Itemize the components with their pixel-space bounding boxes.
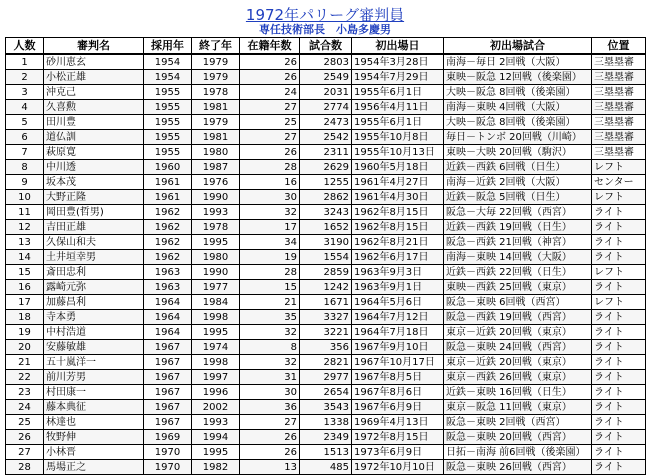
- games-count-cell: 1255: [300, 175, 352, 190]
- ended-year-cell: 1998: [192, 310, 240, 325]
- hired-year-cell: 1955: [144, 115, 192, 130]
- debut-date-cell: 1963年9月1日: [352, 280, 444, 295]
- row-number-cell: 4: [6, 100, 44, 115]
- games-count-cell: 1671: [300, 295, 352, 310]
- tenure-years-cell: 28: [240, 265, 300, 280]
- umpire-name-cell: 安藤敏雄: [44, 340, 144, 355]
- position-cell: センター: [592, 175, 646, 190]
- debut-date-cell: 1955年10月13日: [352, 145, 444, 160]
- debut-game-cell: 近鉄－東映 16回戦（日生）: [444, 385, 592, 400]
- table-row: [6, 54, 646, 70]
- debut-game-cell: 東京－近鉄 20回戦（東京）: [444, 325, 592, 340]
- debut-date-cell: 1967年10月17日: [352, 355, 444, 370]
- table-row: [6, 295, 646, 310]
- umpire-name-cell: 岡田豊(哲男): [44, 205, 144, 220]
- hired-year-cell: 1962: [144, 250, 192, 265]
- row-number-cell: 26: [6, 430, 44, 445]
- umpire-name-cell: 久喜勲: [44, 100, 144, 115]
- hired-year-cell: 1964: [144, 310, 192, 325]
- row-number-cell: 7: [6, 145, 44, 160]
- debut-date-cell: 1973年6月9日: [352, 445, 444, 460]
- umpire-name-cell: 道仏訓: [44, 130, 144, 145]
- position-cell: ライト: [592, 250, 646, 265]
- position-cell: レフト: [592, 160, 646, 175]
- ended-year-cell: 1997: [192, 370, 240, 385]
- position-cell: 三塁塁審: [592, 54, 646, 70]
- games-count-cell: 3190: [300, 235, 352, 250]
- hired-year-cell: 1970: [144, 460, 192, 475]
- table-row: [6, 115, 646, 130]
- ended-year-cell: 1977: [192, 280, 240, 295]
- hired-year-cell: 1962: [144, 235, 192, 250]
- row-number-cell: 14: [6, 250, 44, 265]
- table-row: [6, 235, 646, 250]
- umpire-name-cell: 大野正隆: [44, 190, 144, 205]
- table-row: [6, 85, 646, 100]
- tenure-years-cell: 32: [240, 205, 300, 220]
- umpire-name-cell: 坂本茂: [44, 175, 144, 190]
- hired-year-cell: 1967: [144, 370, 192, 385]
- position-cell: ライト: [592, 370, 646, 385]
- debut-date-cell: 1964年7月18日: [352, 325, 444, 340]
- debut-date-cell: 1967年9月10日: [352, 340, 444, 355]
- debut-game-cell: 阪急－東映 20回戦（西宮）: [444, 430, 592, 445]
- row-number-cell: 20: [6, 340, 44, 355]
- hired-year-cell: 1961: [144, 175, 192, 190]
- tenure-years-cell: 13: [240, 460, 300, 475]
- debut-date-cell: 1967年8月5日: [352, 370, 444, 385]
- hired-year-cell: 1955: [144, 145, 192, 160]
- position-cell: ライト: [592, 340, 646, 355]
- games-count-cell: 2654: [300, 385, 352, 400]
- games-count-cell: 356: [300, 340, 352, 355]
- position-cell: ライト: [592, 430, 646, 445]
- umpire-name-cell: 萩原寛: [44, 145, 144, 160]
- ended-year-cell: 1993: [192, 205, 240, 220]
- umpire-name-cell: 沖克己: [44, 85, 144, 100]
- row-number-cell: 10: [6, 190, 44, 205]
- umpire-name-cell: 吉田正雄: [44, 220, 144, 235]
- debut-date-cell: 1955年10月8日: [352, 130, 444, 145]
- column-header: 採用年: [144, 38, 192, 55]
- ended-year-cell: 1990: [192, 265, 240, 280]
- position-cell: ライト: [592, 355, 646, 370]
- hired-year-cell: 1955: [144, 85, 192, 100]
- umpire-table: [5, 37, 646, 475]
- table-row: [6, 445, 646, 460]
- row-number-cell: 19: [6, 325, 44, 340]
- row-number-cell: 28: [6, 460, 44, 475]
- debut-date-cell: 1962年8月15日: [352, 220, 444, 235]
- umpire-name-cell: 田川豊: [44, 115, 144, 130]
- table-row: [6, 415, 646, 430]
- position-cell: 三塁塁審: [592, 70, 646, 85]
- debut-game-cell: 近鉄－阪急 5回戦（日生）: [444, 190, 592, 205]
- games-count-cell: 2473: [300, 115, 352, 130]
- debut-game-cell: 東映－大映 20回戦（駒沢）: [444, 145, 592, 160]
- tenure-years-cell: 27: [240, 415, 300, 430]
- ended-year-cell: 1981: [192, 130, 240, 145]
- debut-game-cell: 大映－阪急 8回戦（後楽園）: [444, 85, 592, 100]
- hired-year-cell: 1964: [144, 295, 192, 310]
- tenure-years-cell: 19: [240, 250, 300, 265]
- position-cell: ライト: [592, 400, 646, 415]
- table-row: [6, 310, 646, 325]
- games-count-cell: 1242: [300, 280, 352, 295]
- ended-year-cell: 1976: [192, 175, 240, 190]
- position-cell: ライト: [592, 460, 646, 475]
- table-row: [6, 175, 646, 190]
- debut-game-cell: 阪急－東映 6回戦（西宮）: [444, 295, 592, 310]
- debut-date-cell: 1972年10月10日: [352, 460, 444, 475]
- ended-year-cell: 1980: [192, 145, 240, 160]
- hired-year-cell: 1967: [144, 385, 192, 400]
- games-count-cell: 2031: [300, 85, 352, 100]
- table-row: [6, 160, 646, 175]
- table-row: [6, 190, 646, 205]
- position-cell: ライト: [592, 385, 646, 400]
- table-row: [6, 325, 646, 340]
- debut-date-cell: 1961年4月27日: [352, 175, 444, 190]
- games-count-cell: 2349: [300, 430, 352, 445]
- games-count-cell: 2859: [300, 265, 352, 280]
- debut-game-cell: 東映－阪急 12回戦（後楽園）: [444, 70, 592, 85]
- position-cell: レフト: [592, 295, 646, 310]
- debut-game-cell: 東京－近鉄 20回戦（東京）: [444, 355, 592, 370]
- umpire-name-cell: 中川透: [44, 160, 144, 175]
- hired-year-cell: 1967: [144, 400, 192, 415]
- umpire-name-cell: 斎田忠利: [44, 265, 144, 280]
- column-header: 初出場日: [352, 38, 444, 55]
- hired-year-cell: 1960: [144, 160, 192, 175]
- tenure-years-cell: 15: [240, 280, 300, 295]
- row-number-cell: 11: [6, 205, 44, 220]
- debut-date-cell: 1969年4月13日: [352, 415, 444, 430]
- debut-game-cell: 近鉄－西鉄 19回戦（日生）: [444, 220, 592, 235]
- tenure-years-cell: 36: [240, 400, 300, 415]
- page-subtitle: 専任技術部長 小島多慶男: [259, 23, 391, 36]
- row-number-cell: 9: [6, 175, 44, 190]
- position-cell: 三塁塁審: [592, 85, 646, 100]
- position-cell: 三塁塁審: [592, 130, 646, 145]
- ended-year-cell: 1996: [192, 385, 240, 400]
- column-header: 審判名: [44, 38, 144, 55]
- position-cell: ライト: [592, 445, 646, 460]
- ended-year-cell: 1984: [192, 295, 240, 310]
- position-cell: レフト: [592, 190, 646, 205]
- position-cell: ライト: [592, 415, 646, 430]
- games-count-cell: 2977: [300, 370, 352, 385]
- debut-game-cell: 南海－近鉄 2回戦（大阪）: [444, 175, 592, 190]
- umpire-name-cell: 加藤昌利: [44, 295, 144, 310]
- hired-year-cell: 1961: [144, 190, 192, 205]
- hired-year-cell: 1963: [144, 280, 192, 295]
- games-count-cell: 3327: [300, 310, 352, 325]
- position-cell: ライト: [592, 235, 646, 250]
- column-header: 終了年: [192, 38, 240, 55]
- debut-date-cell: 1954年3月28日: [352, 54, 444, 70]
- games-count-cell: 3243: [300, 205, 352, 220]
- hired-year-cell: 1970: [144, 445, 192, 460]
- debut-game-cell: 日拓－南海 前6回戦（後楽園）: [444, 445, 592, 460]
- table-row: [6, 370, 646, 385]
- row-number-cell: 15: [6, 265, 44, 280]
- debut-game-cell: 阪急－西鉄 19回戦（西宮）: [444, 310, 592, 325]
- tenure-years-cell: 30: [240, 190, 300, 205]
- row-number-cell: 12: [6, 220, 44, 235]
- tenure-years-cell: 32: [240, 355, 300, 370]
- hired-year-cell: 1955: [144, 130, 192, 145]
- debut-game-cell: 南海－毎日 2回戦（大阪）: [444, 54, 592, 70]
- games-count-cell: 3221: [300, 325, 352, 340]
- tenure-years-cell: 32: [240, 325, 300, 340]
- debut-game-cell: 阪急－大毎 22回戦（西宮）: [444, 205, 592, 220]
- debut-date-cell: 1967年6月9日: [352, 400, 444, 415]
- position-cell: 三塁塁審: [592, 115, 646, 130]
- umpire-name-cell: 馬場正之: [44, 460, 144, 475]
- row-number-cell: 23: [6, 385, 44, 400]
- ended-year-cell: 1995: [192, 445, 240, 460]
- column-header: 試合数: [300, 38, 352, 55]
- umpire-name-cell: 小林晋: [44, 445, 144, 460]
- tenure-years-cell: 26: [240, 445, 300, 460]
- debut-game-cell: 毎日－トンボ 20回戦（川崎）: [444, 130, 592, 145]
- ended-year-cell: 1998: [192, 355, 240, 370]
- umpire-name-cell: 寺本勇: [44, 310, 144, 325]
- ended-year-cell: 2002: [192, 400, 240, 415]
- ended-year-cell: 1979: [192, 70, 240, 85]
- row-number-cell: 25: [6, 415, 44, 430]
- hired-year-cell: 1967: [144, 415, 192, 430]
- table-row: [6, 70, 646, 85]
- games-count-cell: 485: [300, 460, 352, 475]
- ended-year-cell: 1974: [192, 340, 240, 355]
- table-row: [6, 460, 646, 475]
- tenure-years-cell: 24: [240, 85, 300, 100]
- table-row: [6, 205, 646, 220]
- umpire-name-cell: 小松正雄: [44, 70, 144, 85]
- games-count-cell: 1338: [300, 415, 352, 430]
- debut-game-cell: 南海－東映 14回戦（大阪）: [444, 250, 592, 265]
- games-count-cell: 3543: [300, 400, 352, 415]
- row-number-cell: 21: [6, 355, 44, 370]
- ended-year-cell: 1994: [192, 430, 240, 445]
- hired-year-cell: 1969: [144, 430, 192, 445]
- column-header: 人数: [6, 38, 44, 55]
- column-header: 在籍年数: [240, 38, 300, 55]
- ended-year-cell: 1979: [192, 115, 240, 130]
- hired-year-cell: 1955: [144, 100, 192, 115]
- umpire-name-cell: 牧野伸: [44, 430, 144, 445]
- ended-year-cell: 1995: [192, 325, 240, 340]
- debut-date-cell: 1960年5月18日: [352, 160, 444, 175]
- table-row: [6, 220, 646, 235]
- table-row: [6, 145, 646, 160]
- ended-year-cell: 1982: [192, 460, 240, 475]
- debut-date-cell: 1955年6月1日: [352, 85, 444, 100]
- tenure-years-cell: 26: [240, 54, 300, 70]
- row-number-cell: 27: [6, 445, 44, 460]
- debut-date-cell: 1963年9月3日: [352, 265, 444, 280]
- ended-year-cell: 1978: [192, 85, 240, 100]
- row-number-cell: 5: [6, 115, 44, 130]
- ended-year-cell: 1990: [192, 190, 240, 205]
- tenure-years-cell: 26: [240, 430, 300, 445]
- games-count-cell: 2549: [300, 70, 352, 85]
- row-number-cell: 18: [6, 310, 44, 325]
- row-number-cell: 8: [6, 160, 44, 175]
- row-number-cell: 6: [6, 130, 44, 145]
- table-header-row: [6, 38, 646, 55]
- tenure-years-cell: 21: [240, 295, 300, 310]
- ended-year-cell: 1978: [192, 220, 240, 235]
- column-header: 初出場試合: [444, 38, 592, 55]
- table-row: [6, 250, 646, 265]
- row-number-cell: 24: [6, 400, 44, 415]
- debut-game-cell: 東映－西鉄 25回戦（東京）: [444, 280, 592, 295]
- tenure-years-cell: 35: [240, 310, 300, 325]
- tenure-years-cell: 30: [240, 385, 300, 400]
- games-count-cell: 2821: [300, 355, 352, 370]
- debut-game-cell: 阪急－東映 26回戦（西宮）: [444, 460, 592, 475]
- table-row: [6, 100, 646, 115]
- table-row: [6, 355, 646, 370]
- row-number-cell: 2: [6, 70, 44, 85]
- umpire-name-cell: 前川芳男: [44, 370, 144, 385]
- hired-year-cell: 1962: [144, 220, 192, 235]
- debut-date-cell: 1954年7月29日: [352, 70, 444, 85]
- hired-year-cell: 1954: [144, 70, 192, 85]
- umpire-name-cell: 砂川恵玄: [44, 54, 144, 70]
- hired-year-cell: 1967: [144, 340, 192, 355]
- debut-date-cell: 1972年8月15日: [352, 430, 444, 445]
- row-number-cell: 22: [6, 370, 44, 385]
- umpire-name-cell: 土井垣幸男: [44, 250, 144, 265]
- table-row: [6, 400, 646, 415]
- debut-game-cell: 阪急－東映 24回戦（西宮）: [444, 340, 592, 355]
- debut-date-cell: 1956年4月11日: [352, 100, 444, 115]
- debut-game-cell: 近鉄－西鉄 22回戦（日生）: [444, 265, 592, 280]
- ended-year-cell: 1987: [192, 160, 240, 175]
- debut-date-cell: 1961年4月30日: [352, 190, 444, 205]
- hired-year-cell: 1954: [144, 54, 192, 70]
- debut-game-cell: 阪急－東映 2回戦（西宮）: [444, 415, 592, 430]
- debut-game-cell: 南海－東映 4回戦（大阪）: [444, 100, 592, 115]
- hired-year-cell: 1967: [144, 355, 192, 370]
- page-title: 1972年パリーグ審判員: [245, 6, 405, 24]
- games-count-cell: 1652: [300, 220, 352, 235]
- row-number-cell: 17: [6, 295, 44, 310]
- position-cell: ライト: [592, 220, 646, 235]
- table-row: [6, 385, 646, 400]
- position-cell: レフト: [592, 265, 646, 280]
- debut-game-cell: 東京－阪急 11回戦（東京）: [444, 400, 592, 415]
- tenure-years-cell: 8: [240, 340, 300, 355]
- tenure-years-cell: 31: [240, 370, 300, 385]
- tenure-years-cell: 25: [240, 115, 300, 130]
- ended-year-cell: 1993: [192, 415, 240, 430]
- umpire-name-cell: 藤本典征: [44, 400, 144, 415]
- tenure-years-cell: 26: [240, 145, 300, 160]
- debut-game-cell: 東京－西鉄 26回戦（東京）: [444, 370, 592, 385]
- row-number-cell: 1: [6, 54, 44, 70]
- debut-game-cell: 阪急－西鉄 21回戦（神宮）: [444, 235, 592, 250]
- games-count-cell: 2803: [300, 54, 352, 70]
- hired-year-cell: 1964: [144, 325, 192, 340]
- tenure-years-cell: 26: [240, 70, 300, 85]
- position-cell: ライト: [592, 280, 646, 295]
- games-count-cell: 2542: [300, 130, 352, 145]
- ended-year-cell: 1981: [192, 100, 240, 115]
- table-row: [6, 130, 646, 145]
- table-row: [6, 280, 646, 295]
- hired-year-cell: 1962: [144, 205, 192, 220]
- table-body: [6, 54, 646, 475]
- position-cell: 三塁塁審: [592, 100, 646, 115]
- umpire-name-cell: 中村浩道: [44, 325, 144, 340]
- umpire-name-cell: 五十嵐洋一: [44, 355, 144, 370]
- position-cell: ライト: [592, 325, 646, 340]
- umpire-name-cell: 露崎元弥: [44, 280, 144, 295]
- umpire-name-cell: 久保山和夫: [44, 235, 144, 250]
- row-number-cell: 3: [6, 85, 44, 100]
- row-number-cell: 13: [6, 235, 44, 250]
- ended-year-cell: 1980: [192, 250, 240, 265]
- debut-date-cell: 1964年7月12日: [352, 310, 444, 325]
- table-row: [6, 265, 646, 280]
- debut-date-cell: 1962年8月15日: [352, 205, 444, 220]
- tenure-years-cell: 17: [240, 220, 300, 235]
- games-count-cell: 2774: [300, 100, 352, 115]
- table-row: [6, 340, 646, 355]
- row-number-cell: 16: [6, 280, 44, 295]
- position-cell: ライト: [592, 310, 646, 325]
- tenure-years-cell: 28: [240, 160, 300, 175]
- debut-date-cell: 1955年6月1日: [352, 115, 444, 130]
- tenure-years-cell: 27: [240, 100, 300, 115]
- games-count-cell: 2862: [300, 190, 352, 205]
- games-count-cell: 2311: [300, 145, 352, 160]
- games-count-cell: 1513: [300, 445, 352, 460]
- tenure-years-cell: 16: [240, 175, 300, 190]
- tenure-years-cell: 34: [240, 235, 300, 250]
- position-cell: 三塁塁審: [592, 145, 646, 160]
- position-cell: ライト: [592, 205, 646, 220]
- umpire-name-cell: 村田康一: [44, 385, 144, 400]
- debut-date-cell: 1964年5月6日: [352, 295, 444, 310]
- debut-date-cell: 1967年8月6日: [352, 385, 444, 400]
- tenure-years-cell: 27: [240, 130, 300, 145]
- column-header: 位置: [592, 38, 646, 55]
- hired-year-cell: 1963: [144, 265, 192, 280]
- table-row: [6, 430, 646, 445]
- umpire-name-cell: 林達也: [44, 415, 144, 430]
- debut-game-cell: 大映－阪急 8回戦（後楽園）: [444, 115, 592, 130]
- games-count-cell: 1554: [300, 250, 352, 265]
- debut-game-cell: 近鉄－西鉄 6回戦（日生）: [444, 160, 592, 175]
- games-count-cell: 2629: [300, 160, 352, 175]
- debut-date-cell: 1962年8月21日: [352, 235, 444, 250]
- ended-year-cell: 1995: [192, 235, 240, 250]
- debut-date-cell: 1962年6月17日: [352, 250, 444, 265]
- ended-year-cell: 1979: [192, 54, 240, 70]
